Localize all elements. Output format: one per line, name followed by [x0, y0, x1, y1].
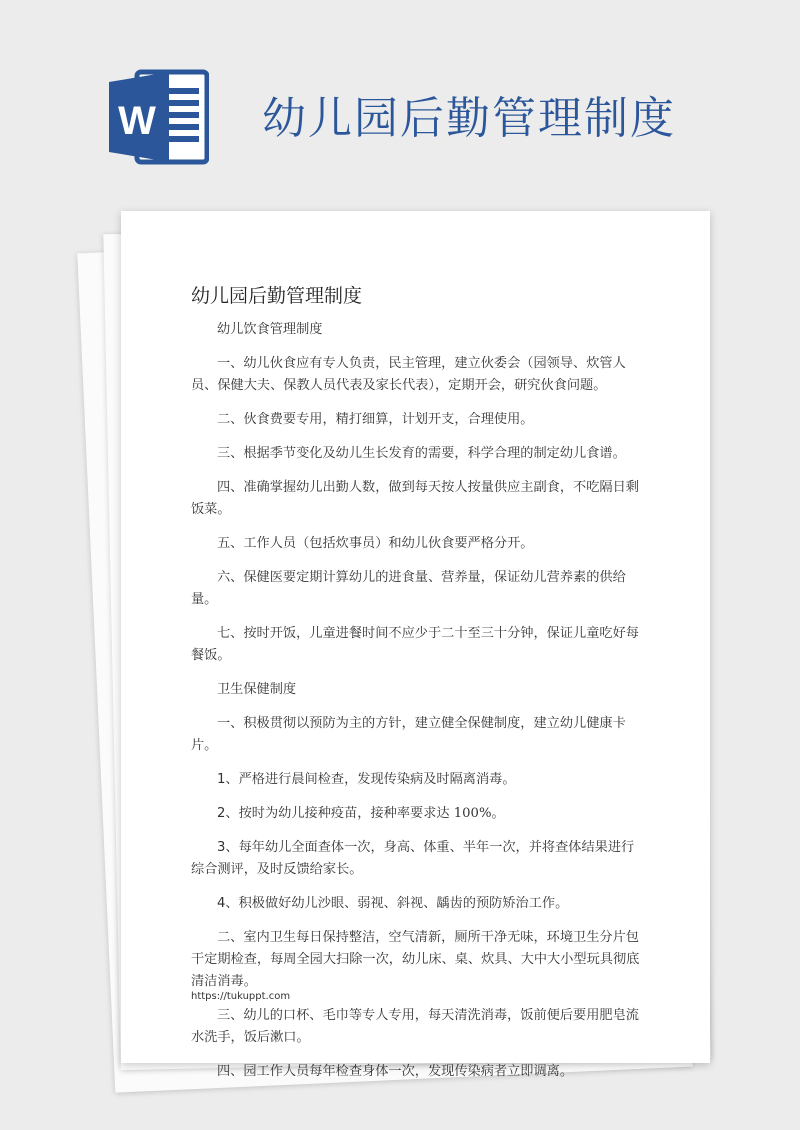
paragraph: 六、保健医要定期计算幼儿的进食量、营养量，保证幼儿营养素的供给量。 — [191, 570, 626, 607]
numbered-item — [191, 837, 647, 881]
item-text: 、按时为幼儿接种疫苗，接种率要求达 100%。 — [225, 806, 505, 821]
item-number: 3 — [217, 840, 226, 855]
section-heading: 卫生保健制度 — [217, 682, 297, 697]
numbered-item — [191, 803, 647, 825]
banner-title: 幼儿园后勤管理制度 — [262, 93, 676, 144]
item-text: 、每年幼儿全面查体一次，身高、体重、半年一次，并将查体结果进行综合测评，及时反馈给家长。 — [191, 840, 635, 877]
paragraph: 二、室内卫生每日保持整洁，空气清新，厕所干净无味，环境卫生分片包干定期检查，每周全园大扫除一次，幼儿床、桌、炊具、大中大小型玩具彻底清洁消毒。 — [191, 930, 640, 989]
paragraph: 一、积极贯彻以预防为主的方针，建立健全保健制度，建立幼儿健康卡片。 — [191, 716, 626, 753]
item-text: 、严格进行晨间检查，发现传染病及时隔离消毒。 — [225, 772, 516, 787]
paragraph: 一、幼儿伙食应有专人负责，民主管理，建立伙委会（园领导、炊管人员、保健大夫、保教人员代表及家长代表），定期开会，研究伙食问题。 — [191, 356, 626, 393]
paragraph: 三、根据季节变化及幼儿生长发育的需要，科学合理的制定幼儿食谱。 — [217, 446, 626, 461]
section-heading: 幼儿饮食管理制度 — [217, 322, 323, 337]
word-icon-letter: W — [118, 99, 156, 143]
paragraph: 三、幼儿的口杯、毛巾等专人专用，每天清洗消毒，饭前便后要用肥皂流水洗手，饭后漱口。 — [191, 1008, 639, 1045]
document-title: 幼儿园后勤管理制度 — [191, 285, 363, 307]
paragraph: 四、准确掌握幼儿出勤人数，做到每天按人按量供应主副食，不吃隔日剩饭菜。 — [191, 480, 639, 517]
item-number: 1 — [217, 772, 226, 787]
paragraph: 二、伙食费要专用，精打细算，计划开支，合理使用。 — [217, 412, 534, 427]
document-body — [191, 319, 647, 1095]
footer-url: https://tukuppt.com — [191, 991, 291, 1002]
item-text: 、积极做好幼儿沙眼、弱视、斜视、龋齿的预防矫治工作。 — [225, 896, 569, 911]
paragraph: 七、按时开饭，儿童进餐时间不应少于二十至三十分钟，保证儿童吃好每餐饭。 — [191, 626, 639, 663]
paragraph: 五、工作人员（包括炊事员）和幼儿伙食要严格分开。 — [217, 536, 534, 551]
word-icon — [109, 68, 209, 166]
paragraph: 四、园工作人员每年检查身体一次，发现传染病者立即调离。 — [217, 1064, 574, 1079]
item-number: 4 — [217, 896, 226, 911]
item-number: 2 — [217, 806, 226, 821]
numbered-item — [191, 893, 647, 915]
document-page — [121, 211, 710, 1079]
numbered-item — [191, 769, 647, 791]
